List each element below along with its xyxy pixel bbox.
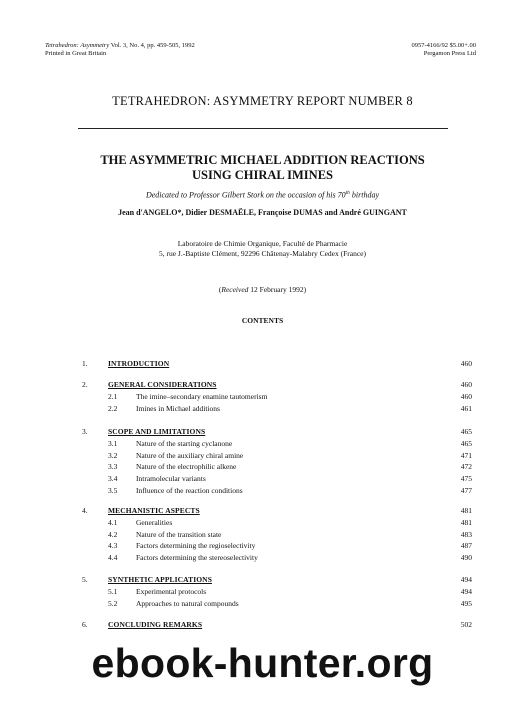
journal-name: Tetrahedron: Asymmetry (45, 42, 110, 49)
toc-subsection-page: 460 (460, 392, 472, 401)
toc-subsection-number: 4.1 (108, 518, 118, 527)
toc-section-title: MECHANISTIC ASPECTS (108, 506, 200, 515)
toc-section-number: 5. (82, 575, 88, 584)
toc-subsection (0, 404, 525, 415)
toc-subsection (0, 541, 525, 552)
toc-subsection (0, 587, 525, 598)
printed-in: Printed in Great Britain (45, 50, 107, 57)
article-title-line-2: USING CHIRAL IMINES (191, 168, 333, 182)
publisher: Pergamon Press Ltd (423, 50, 476, 57)
toc-section-number: 1. (82, 359, 88, 368)
toc-section-number: 4. (82, 506, 88, 515)
citation-details: Vol. 3, No. 4, pp. 459-505, 1992 (109, 42, 195, 49)
watermark: ebook-hunter.org (91, 640, 434, 686)
toc-section (0, 620, 525, 631)
toc-subsection-number: 3.4 (108, 474, 118, 484)
toc-subsection-title: Nature of the starting cyclanone (136, 439, 233, 448)
toc-section (0, 427, 525, 438)
toc-section-number: 2. (82, 380, 88, 389)
toc-section-page: 460 (460, 380, 472, 389)
dedication-text: Dedicated to Professor Gilbert Stork on the occasion of his 70 (145, 190, 346, 200)
toc-subsection-title: Factors determining the stereoselectivity (136, 553, 258, 563)
toc-subsection (0, 553, 525, 564)
toc-subsection-page: 461 (460, 403, 472, 413)
toc-subsection (0, 518, 525, 529)
toc-section (0, 506, 525, 517)
toc-subsection-number: 2.2 (108, 403, 118, 413)
received-day: 12 February (248, 285, 287, 294)
toc-subsection (0, 530, 525, 541)
toc-subsection-number: 2.1 (108, 392, 118, 401)
toc-section-title: SCOPE AND LIMITATIONS (108, 427, 206, 436)
toc-subsection (0, 392, 525, 403)
toc-section (0, 380, 525, 391)
toc-section-title: SYNTHETIC APPLICATIONS (108, 575, 212, 584)
toc-section-title: INTRODUCTION (108, 359, 170, 368)
toc-subsection-title: Intramolecular variants (136, 474, 206, 484)
toc-subsection-title: Imines in Michael additions (136, 403, 220, 413)
toc-subsection-number: 3.1 (108, 439, 118, 448)
toc-subsection-title: Approaches to natural compounds (136, 598, 239, 608)
toc-subsection-title: Nature of the auxiliary chiral amine (136, 450, 244, 460)
toc-subsection-number: 3.2 (108, 450, 118, 460)
toc-section-title: GENERAL CONSIDERATIONS (108, 380, 217, 389)
toc-subsection-page: 487 (460, 541, 472, 551)
toc-subsection-number: 4.2 (108, 529, 118, 539)
toc-section-page: 481 (460, 506, 472, 515)
dedication (0, 190, 525, 200)
received-label: Received (221, 285, 249, 294)
received-close: 1992) (286, 285, 307, 294)
toc-subsection-number: 4.4 (108, 553, 118, 563)
report-title: TETRAHEDRON: ASYMMETRY REPORT NUMBER 8 (112, 94, 413, 108)
title-divider (78, 128, 448, 129)
toc-subsection (0, 486, 525, 497)
toc-subsection-number: 5.2 (108, 598, 118, 608)
toc-section-page: 460 (460, 359, 472, 368)
toc-subsection-number: 4.3 (108, 541, 118, 551)
article-title-line-1: THE ASYMMETRIC MICHAEL ADDITION REACTIONS (100, 153, 425, 167)
received-open: ( (218, 285, 222, 294)
toc-subsection (0, 474, 525, 485)
toc-subsection-page: 465 (460, 439, 472, 448)
toc-subsection (0, 439, 525, 450)
toc-subsection-title: Generalities (136, 518, 173, 527)
toc-subsection-page: 494 (460, 587, 472, 596)
toc-subsection-page: 475 (460, 474, 472, 484)
affiliation-line-2: 5, rue J.-Baptiste Clément, 92296 Châtenay-Malabry Cedex (France) (158, 249, 367, 258)
toc-subsection-title: Influence of the reaction conditions (136, 485, 243, 495)
toc-section-title: CONCLUDING REMARKS (108, 620, 203, 629)
dedication-tail: birthday (349, 190, 380, 200)
toc-subsection-title: Nature of the electrophilic alkene (136, 462, 237, 472)
journal-citation (45, 42, 195, 50)
toc-subsection-page: 490 (460, 553, 472, 563)
toc-section-page: 494 (460, 575, 472, 584)
affiliation-line-1: Laboratoire de Chimie Organique, Faculté de Pharmacie (177, 239, 348, 248)
toc-subsection-number: 5.1 (108, 587, 118, 596)
toc-subsection (0, 462, 525, 473)
toc-subsection-page: 471 (460, 450, 472, 460)
toc-subsection-page: 495 (460, 598, 472, 608)
toc-subsection (0, 599, 525, 610)
toc-section (0, 359, 525, 370)
toc-subsection-page: 472 (460, 462, 472, 472)
toc-subsection-page: 477 (460, 485, 472, 495)
toc-subsection-page: 481 (460, 518, 472, 527)
toc-subsection-page: 483 (460, 529, 472, 539)
received-date (0, 285, 525, 294)
toc-subsection-number: 3.3 (108, 462, 118, 472)
toc-subsection-title: Experimental protocols (136, 587, 207, 596)
issn-code: 0957-4166/92 $5.00+.00 (411, 42, 476, 49)
contents-heading: CONTENTS (241, 316, 284, 325)
dedication-sup: th (345, 190, 350, 196)
toc-subsection-title: Factors determining the regioselectivity (136, 541, 256, 551)
toc-subsection-title: Nature of the transition state (136, 529, 222, 539)
authors: Jean d'ANGELO*, Didier DESMAËLE, Françoise DUMAS and André GUINGANT (118, 208, 407, 217)
toc-subsection-number: 3.5 (108, 485, 118, 495)
toc-subsection (0, 451, 525, 462)
toc-section-page: 502 (460, 620, 472, 629)
toc-section-number: 6. (82, 620, 88, 629)
toc-section-number: 3. (82, 427, 88, 436)
toc-subsection-title: The imine–secondary enamine tautomerism (136, 392, 268, 401)
toc-section (0, 575, 525, 586)
toc-section-page: 465 (460, 427, 472, 436)
